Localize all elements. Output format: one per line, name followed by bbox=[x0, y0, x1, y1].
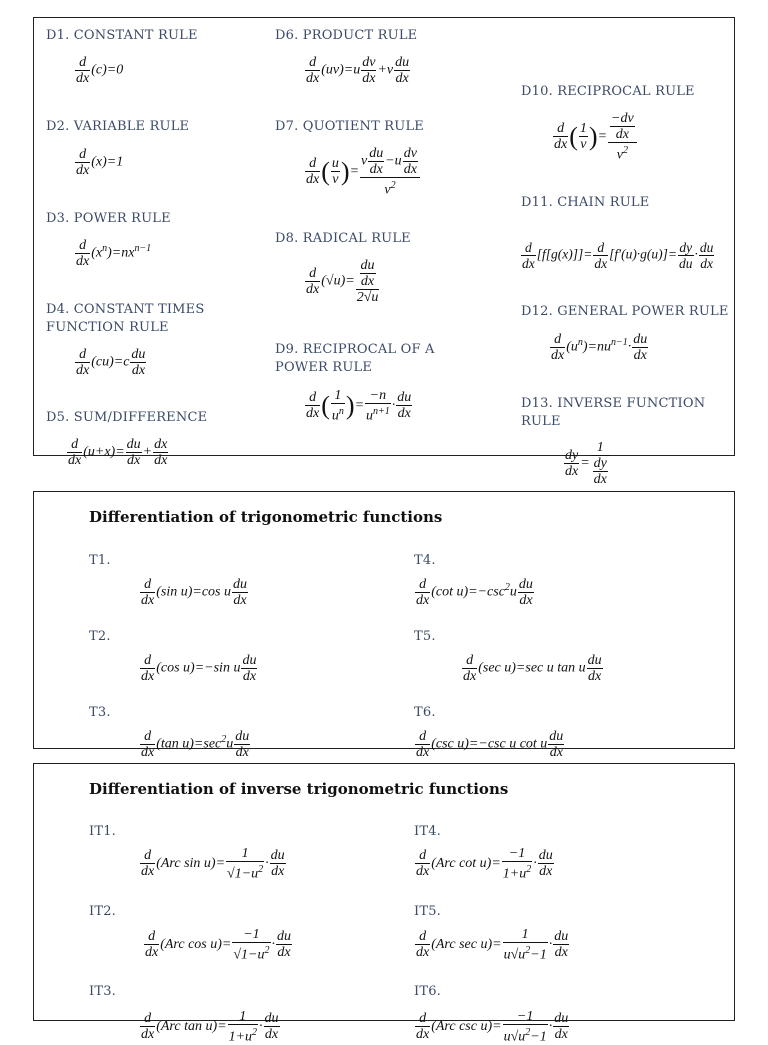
d9-formula: $\frac{d}{dx}$ ( $\frac{1}{u^n}$ )= $\frac{-n}{u^{n+1}}$ · $\frac{du}{dx}$ bbox=[306, 388, 412, 424]
it2-label: IT2. bbox=[89, 904, 117, 919]
t6-formula-clip bbox=[412, 726, 642, 760]
t4-label: T4. bbox=[414, 553, 436, 568]
t6-formula: $\frac{d}{dx}$ (csc u)=−csc u cot u $\frac{du}{dx}$ bbox=[416, 729, 564, 760]
it3-formula-clip bbox=[135, 1007, 355, 1045]
t6-label: T6. bbox=[414, 705, 436, 720]
d1-formula: $\frac{d}{dx}$ (c)=0 bbox=[76, 55, 124, 86]
d7-label: D7. QUOTIENT RULE bbox=[275, 119, 424, 134]
t3-label: T3. bbox=[89, 705, 111, 720]
d8-label: D8. RADICAL RULE bbox=[275, 231, 411, 246]
inverse-trig-derivatives-box bbox=[33, 763, 735, 1021]
d2-label: D2. VARIABLE RULE bbox=[46, 119, 190, 134]
t1-formula: $\frac{d}{dx}$ (sin u)=cos u $\frac{du}{dx}$ bbox=[141, 577, 247, 608]
it6-label: IT6. bbox=[414, 984, 442, 999]
d13-formula: $\frac{dy}{dx}$ = $\frac{1}{\frac{dy}{dx}}$ bbox=[563, 440, 611, 487]
d11-formula: $\frac{d}{dx}$ [f[g(x)]]= $\frac{d}{dx}$ [f′(u)·g(u)]= $\frac{dy}{du}$ · $\frac{du}{dx}$ bbox=[522, 240, 714, 271]
it1-formula: $\frac{d}{dx}$ (Arc sin u)= $\frac{1}{√1-u^2}$ · $\frac{du}{dx}$ bbox=[141, 846, 285, 882]
t1-label: T1. bbox=[89, 553, 111, 568]
trig-section-title: Differentiation of trigonometric functions bbox=[89, 508, 443, 526]
trig-derivatives-box bbox=[33, 491, 735, 749]
d12-label: D12. GENERAL POWER RULE bbox=[521, 304, 729, 319]
it2-formula: $\frac{d}{dx}$ (Arc cos u)= $\frac{-1}{√1-u^2}$ · $\frac{du}{dx}$ bbox=[145, 927, 291, 963]
d5-formula: $\frac{d}{dx}$ (u+x)= $\frac{du}{dx}$ + $\frac{dx}{dx}$ bbox=[68, 437, 168, 468]
it6-formula: $\frac{d}{dx}$ (Arc csc u)= $\frac{-1}{u√u^2-1}$ · $\frac{du}{dx}$ bbox=[416, 1009, 569, 1045]
d9-label: D9. RECIPROCAL OF A POWER RULE bbox=[275, 342, 435, 375]
it6-formula-clip bbox=[412, 1007, 632, 1045]
it4-label: IT4. bbox=[414, 824, 442, 839]
t4-formula: $\frac{d}{dx}$ (cot $u)=-\csc^2u$ $\frac{du}{dx}$ bbox=[416, 577, 533, 608]
it4-formula: $\frac{d}{dx}$ (Arc cot u)= $\frac{-1}{1+u^2}$ · $\frac{du}{dx}$ bbox=[416, 846, 553, 882]
d2-formula: $\frac{d}{dx}$ (x)=1 bbox=[76, 147, 124, 178]
d7-formula: $\frac{d}{dx}$ ( $\frac{u}{v}$ )= v $\frac{du}{dx}$ −u $\frac{dv}{dx}$ $v^2$ bbox=[304, 146, 421, 198]
d10-formula: $\frac{d}{dx}$ ( $\frac{1}{v}$ )= $\frac{\frac{-dv}{dx}}{v^2}$ bbox=[552, 111, 638, 163]
it3-formula: $\frac{d}{dx}$ (Arc tan u)= $\frac{1}{1+u^2}$ · $\frac{du}{dx}$ bbox=[141, 1009, 279, 1045]
it3-label: IT3. bbox=[89, 984, 117, 999]
d1-label: D1. CONSTANT RULE bbox=[46, 28, 198, 43]
d3-label: D3. POWER RULE bbox=[46, 211, 171, 226]
d8-formula: $\frac{d}{dx}$ (√u)= $\frac{\frac{du}{dx}}{2√u}$ bbox=[306, 258, 379, 305]
t2-label: T2. bbox=[89, 629, 111, 644]
d6-label: D6. PRODUCT RULE bbox=[275, 28, 418, 43]
t3-formula: $\frac{d}{dx}$ (tan $u)=\sec^2u$ $\frac{du}{dx}$ bbox=[141, 729, 250, 760]
d3-formula: $\frac{d}{dx}$ $(x^n)=nx^{n-1}$ bbox=[76, 238, 152, 269]
d4-label: D4. CONSTANT TIMES FUNCTION RULE bbox=[46, 302, 205, 335]
t5-label: T5. bbox=[414, 629, 436, 644]
d4-formula: $\frac{d}{dx}$ (cu)=c $\frac{du}{dx}$ bbox=[76, 347, 146, 378]
it5-formula: $\frac{d}{dx}$ (Arc sec u)= $\frac{1}{u√u^2-1}$ · $\frac{du}{dx}$ bbox=[416, 927, 569, 963]
d10-label: D10. RECIPROCAL RULE bbox=[521, 84, 695, 99]
t2-formula: $\frac{d}{dx}$ (cos u)=−sin u $\frac{du}{dx}$ bbox=[141, 653, 257, 684]
it5-label: IT5. bbox=[414, 904, 442, 919]
t3-formula-clip bbox=[135, 726, 335, 760]
inverse-trig-section-title: Differentiation of inverse trigonometric functions bbox=[89, 780, 509, 798]
d11-label: D11. CHAIN RULE bbox=[521, 195, 650, 210]
d6-formula: $\frac{d}{dx}$ (uv)=u $\frac{dv}{dx}$ +v $\frac{du}{dx}$ bbox=[306, 55, 410, 86]
d12-formula: $\frac{d}{dx}$ $(u^n)=nu^{n-1}\cdot$ $\frac{du}{dx}$ bbox=[551, 332, 648, 363]
d5-label: D5. SUM/DIFFERENCE bbox=[46, 410, 208, 425]
d13-label: D13. INVERSE FUNCTION RULE bbox=[521, 396, 706, 429]
it1-label: IT1. bbox=[89, 824, 117, 839]
t5-formula: $\frac{d}{dx}$ (sec u)=sec u tan u $\frac{du}{dx}$ bbox=[463, 653, 602, 684]
